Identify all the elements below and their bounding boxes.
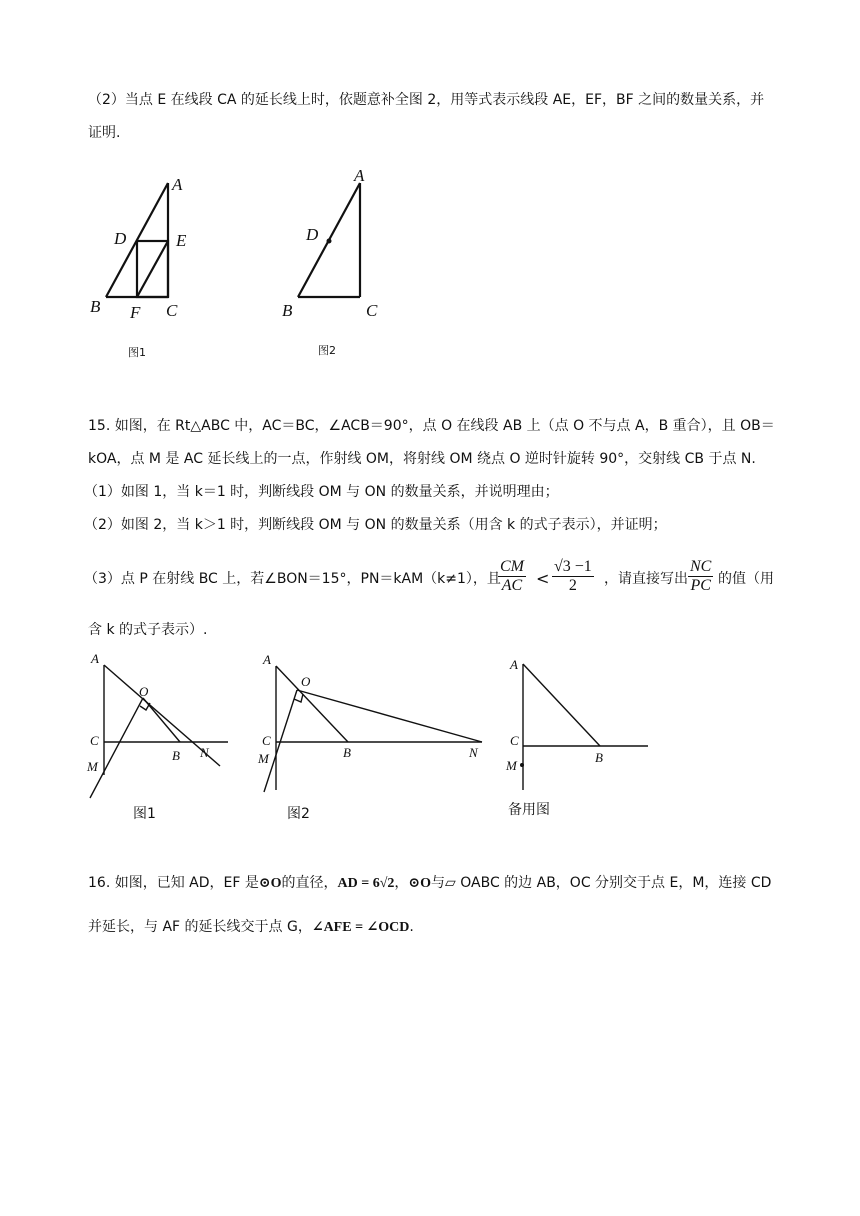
fig1-label-e: E <box>176 231 187 250</box>
q16-circle-o: ⊙O <box>258 876 282 891</box>
q15-figure-spare <box>523 664 648 790</box>
q15f3-label-a: A <box>510 657 518 672</box>
fig1-label-c: C <box>166 301 178 320</box>
q15f1-label-c: C <box>90 733 99 748</box>
q15f2-line-on <box>297 690 482 742</box>
q15-figure-1 <box>90 665 228 798</box>
q15f1-label-b: B <box>172 748 180 763</box>
fig2-label-b: B <box>282 301 293 320</box>
q16-text-c: ， <box>394 875 409 891</box>
q16-text-e: 并延长，与 AF 的延长线交于点 G， <box>88 919 312 935</box>
q15-fraction-nc-pc <box>688 558 713 595</box>
q15f1-label-a: A <box>91 651 99 666</box>
fig2-label-c: C <box>366 301 378 320</box>
frac1-numerator: CM <box>500 558 524 575</box>
q14-part2-line2: 证明. <box>88 125 121 141</box>
q15f3-label-m: M <box>506 758 517 773</box>
fig2-label-d: D <box>306 225 319 244</box>
q15f2-label-o: O <box>301 674 311 689</box>
q15-less-than: < <box>536 569 550 588</box>
q15f2-label-n: N <box>469 745 478 760</box>
q15f1-label-o: O <box>139 684 149 699</box>
q15f3-caption: 备用图 <box>508 802 550 818</box>
q15f2-label-m: M <box>258 751 269 766</box>
fig1-label-b: B <box>90 297 101 316</box>
q15f2-label-b: B <box>343 745 351 760</box>
fig1-line-fe <box>137 241 168 297</box>
q15f3-label-c: C <box>510 733 519 748</box>
q15-part2: （2）如图 2，当 k＞1 时，判断线段 OM 与 ON 的数量关系（用含 k 的式子表示），并证明； <box>84 517 667 533</box>
q16-text-b: 的直径， <box>281 875 338 891</box>
q16-text-f: . <box>409 919 414 935</box>
q15f1-label-m: M <box>87 759 98 774</box>
q15-figure-2 <box>264 666 482 792</box>
q15-part1: （1）如图 1，当 k＝1 时，判断线段 OM 与 ON 的数量关系，并说明理由； <box>84 484 559 500</box>
fig1-label-d: D <box>114 229 127 248</box>
q15-part3-a: （3）点 P 在射线 BC 上，若∠BON＝15°，PN＝kAM（k≠1），且 <box>84 571 501 587</box>
fig2-caption: 图2 <box>318 344 336 357</box>
q15f2-label-c: C <box>262 733 271 748</box>
frac1-denominator: AC <box>501 577 523 594</box>
q14-part2-line1: （2）当点 E 在线段 CA 的延长线上时，依题意补全图 2，用等式表示线段 AE，EF，BF 之间的数量关系，并 <box>88 92 765 108</box>
q15f2-label-a: A <box>263 652 271 667</box>
fig1-caption: 图1 <box>128 346 146 359</box>
q15f1-label-n: N <box>200 745 209 760</box>
q15-part3-b: ，请直接写出 <box>604 571 688 587</box>
q15-fraction-sqrt3 <box>552 558 594 595</box>
q15-line1: 15. 如图，在 Rt△ABC 中，AC＝BC，∠ACB＝90°，点 O 在线段 AB 上（点 O 不与点 A，B 重合），且 OB＝ <box>88 418 775 434</box>
q15f3-line-ab <box>523 664 600 746</box>
q15-line2: kOA，点 M 是 AC 延长线上的一点，作射线 OM，将射线 OM 绕点 O 逆时针旋转 90°，交射线 CB 于点 N. <box>88 451 756 467</box>
q15f2-caption: 图2 <box>287 806 310 822</box>
q16-ad-equation: AD = 6√2 <box>337 876 395 891</box>
q16-line2 <box>88 917 414 938</box>
fig2-label-a: A <box>354 166 365 185</box>
frac2-numerator: √3 −1 <box>554 558 592 575</box>
q16-circle-o2: ⊙O <box>408 876 432 891</box>
q15-part3-line2: 含 k 的式子表示）. <box>88 622 208 638</box>
q15f1-ray-om <box>90 698 143 798</box>
q16-text-a: 16. 如图，已知 AD，EF 是 <box>88 875 259 891</box>
frac3-numerator: NC <box>690 558 712 575</box>
fig1-label-f: F <box>130 303 141 322</box>
q15-part3-c: 的值（用 <box>718 571 774 587</box>
fig2-point-d <box>327 239 332 244</box>
q15f3-point-m <box>520 763 524 767</box>
q15f3-label-b: B <box>595 750 603 765</box>
q15f2-line-ab <box>276 666 348 742</box>
q15f1-caption: 图1 <box>133 806 156 822</box>
q16-text-d: 与▱ OABC 的边 AB，OC 分别交于点 E，M，连接 CD <box>431 875 772 891</box>
fig1-label-a: A <box>172 175 183 194</box>
frac3-denominator: PC <box>690 577 711 594</box>
q15-fraction-cm-ac <box>498 558 526 595</box>
frac2-denominator: 2 <box>568 577 577 594</box>
q16-line1 <box>88 873 771 894</box>
q16-angle-equation: ∠AFE = ∠OCD <box>311 920 410 935</box>
